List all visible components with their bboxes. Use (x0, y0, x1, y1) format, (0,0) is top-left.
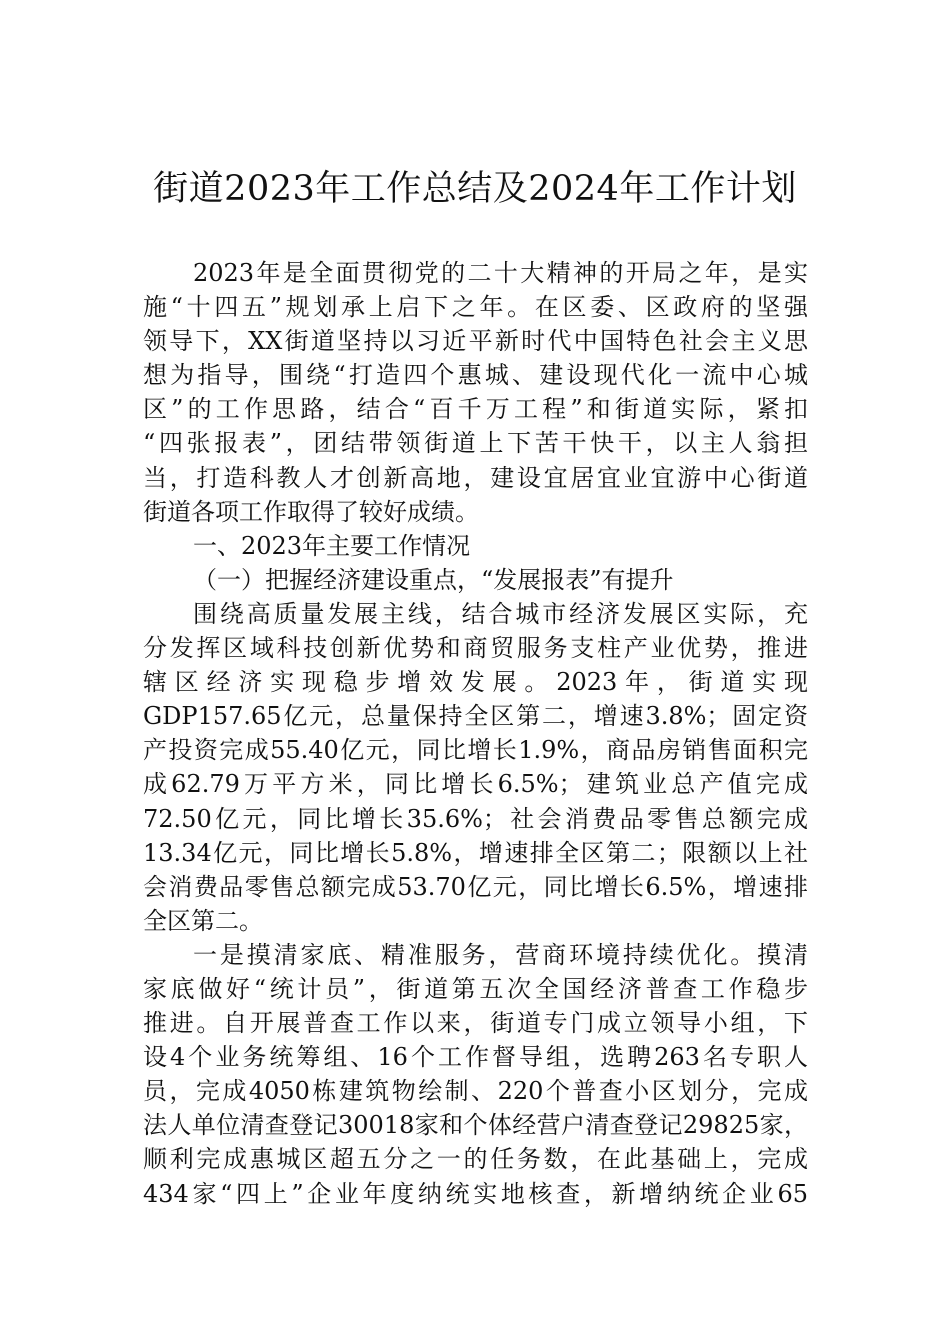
text-line: 设4个业务统筹组、16个工作督导组，选聘263名专职人 (143, 1043, 808, 1072)
text-line: 2023年是全面贯彻党的二十大精神的开局之年，是实 (193, 259, 808, 287)
text-line: 领导下，XX街道坚持以习近平新时代中国特色社会主义思 (143, 327, 808, 356)
text-line: 顺利完成惠城区超五分之一的任务数，在此基础上，完成 (143, 1145, 808, 1174)
text-line: 一是摸清家底、精准服务，营商环境持续优化。摸清 (193, 940, 808, 969)
text-line: 围绕高质量发展主线，结合城市经济发展区实际，充 (193, 599, 808, 628)
text-line: 区”的工作思路，结合“百千万工程”和街道实际，紧扣 (143, 395, 808, 424)
text-line: 施“十四五”规划承上启下之年。在区委、区政府的坚强 (143, 293, 808, 322)
text-line: 法人单位清查登记30018家和个体经营户清查登记29825家， (143, 1111, 808, 1140)
text-line: 434家“四上”企业年度纳统实地核查，新增纳统企业65 (143, 1179, 808, 1208)
text-line: 辖区经济实现稳步增效发展。2023年，街道实现 (143, 668, 808, 697)
text-line: 分发挥区域科技创新优势和商贸服务支柱产业优势，推进 (143, 634, 808, 663)
text-line: 会消费品零售总额完成53.70亿元，同比增长6.5%，增速排 (143, 872, 808, 901)
text-line: 72.50亿元，同比增长35.6%；社会消费品零售总额完成 (143, 804, 808, 833)
text-line: 全区第二。 (143, 906, 263, 935)
text-line: GDP157.65亿元，总量保持全区第二，增速3.8%；固定资 (143, 702, 808, 731)
text-line: 推进。自开展普查工作以来，街道专门成立领导小组，下 (143, 1009, 808, 1038)
text-line: 家底做好“统计员”，街道第五次全国经济普查工作稳步 (143, 974, 808, 1003)
section-heading: 一、2023年主要工作情况 (193, 531, 471, 560)
subsection-heading: （一）把握经济建设重点，“发展报表”有提升 (193, 565, 674, 594)
text-line: 街道各项工作取得了较好成绩。 (143, 497, 479, 526)
text-line: 想为指导，围绕“打造四个惠城、建设现代化一流中心城 (143, 361, 808, 390)
text-line: 当，打造科教人才创新高地，建设宜居宜业宜游中心街道 (143, 463, 808, 492)
text-line: 成62.79万平方米，同比增长6.5%；建筑业总产值完成 (143, 770, 808, 799)
document-title: 街道2023年工作总结及2024年工作计划 (153, 169, 797, 209)
text-line: 产投资完成55.40亿元，同比增长1.9%，商品房销售面积完 (143, 736, 808, 765)
text-line: 13.34亿元，同比增长5.8%，增速排全区第二；限额以上社 (143, 838, 808, 867)
text-line: 员，完成4050栋建筑物绘制、220个普查小区划分，完成 (143, 1077, 808, 1106)
text-line: “四张报表”，团结带领街道上下苦干快干，以主人翁担 (143, 429, 808, 458)
document-body (143, 256, 808, 1211)
